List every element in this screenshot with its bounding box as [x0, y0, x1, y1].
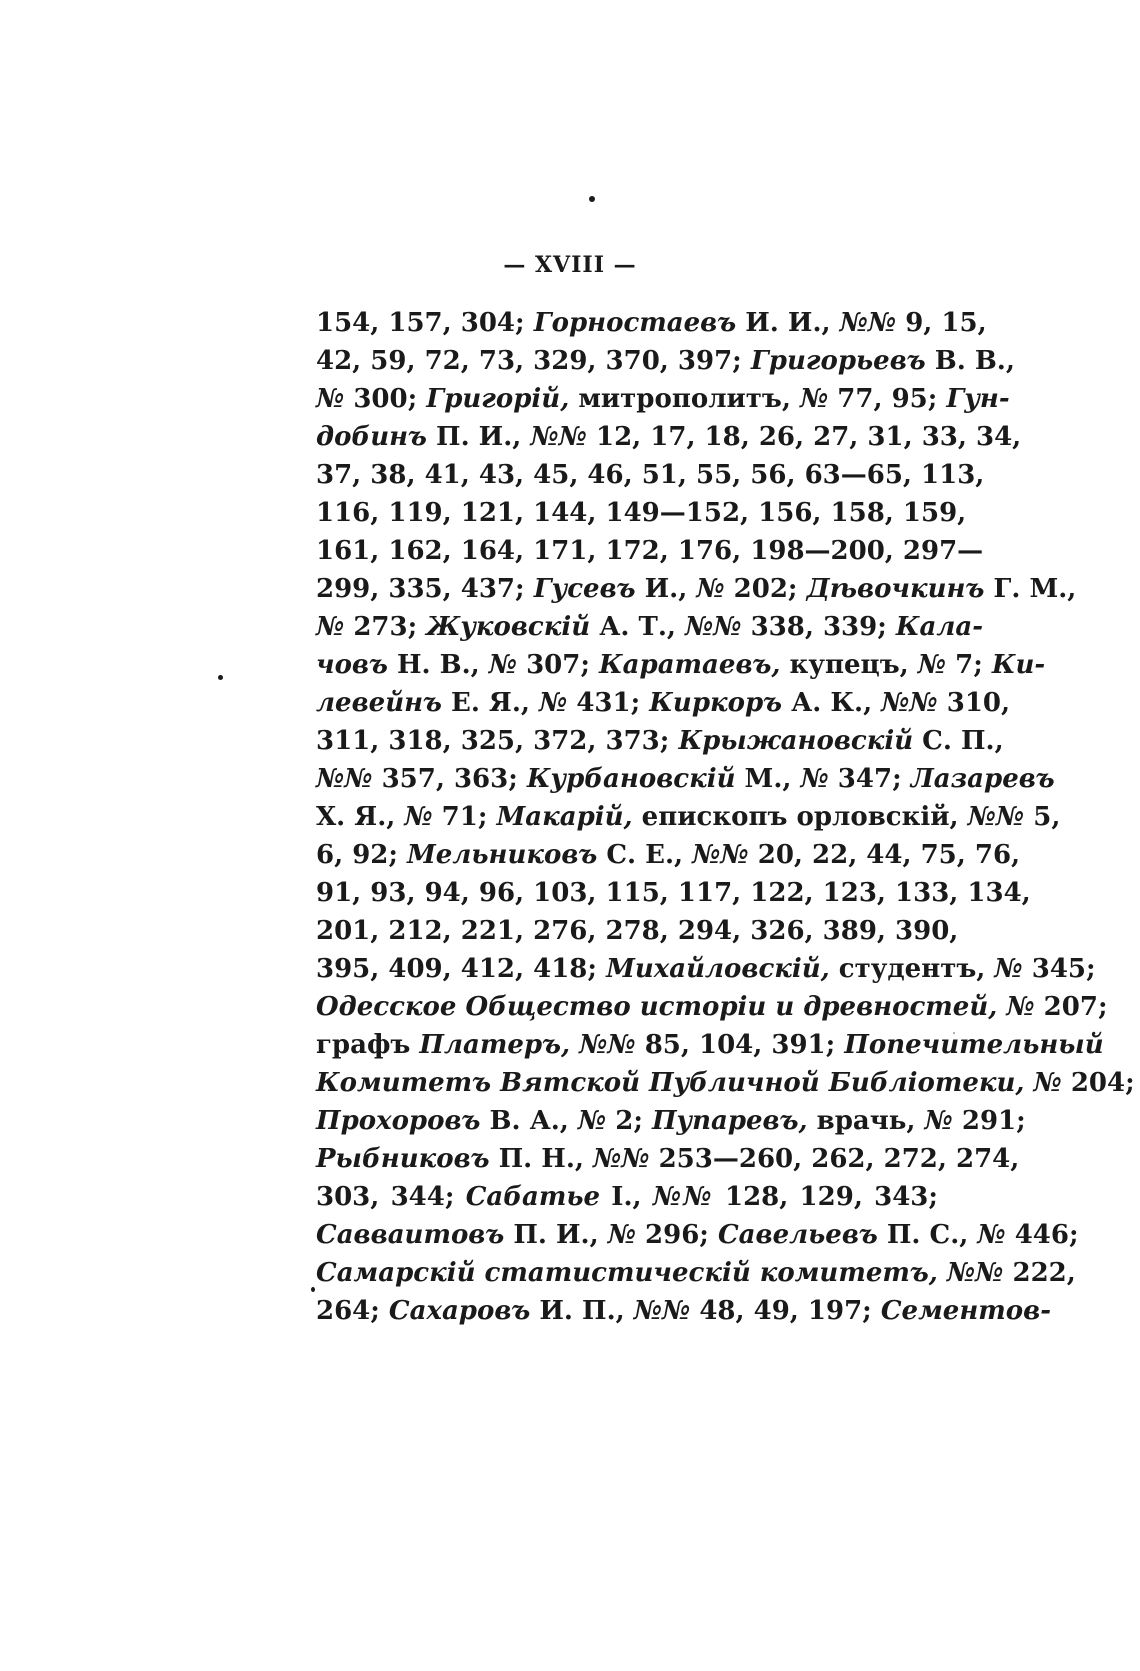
text-segment: епископъ орловскій,: [632, 802, 968, 832]
italic-segment: Комитетъ Вятской Публичной Библіотеки,: [316, 1068, 1025, 1098]
text-line: [316, 988, 1108, 1026]
italic-segment: Горностаевъ: [533, 308, 737, 338]
text-segment: 338, 339;: [741, 612, 896, 642]
italic-segment: Григорій,: [426, 384, 570, 414]
text-line: [316, 1216, 1079, 1254]
text-segment: 154, 157, 304;: [316, 308, 534, 338]
italic-segment: №: [316, 612, 345, 642]
italic-segment: Курбановскій: [526, 764, 736, 794]
italic-segment: добинъ: [316, 422, 427, 452]
text-segment: 9, 15,: [896, 308, 987, 338]
text-segment: студентъ,: [829, 954, 995, 984]
italic-segment: Прохоровъ: [316, 1106, 481, 1136]
text-segment: 42, 59, 72, 73, 329, 370, 397;: [316, 346, 751, 376]
text-segment: И.,: [635, 574, 697, 604]
italic-segment: №: [316, 384, 345, 414]
text-segment: 7;: [946, 650, 992, 680]
text-segment: 91, 93, 94, 96, 103, 115, 117, 122, 123, 133, 134,: [316, 878, 1031, 908]
text-segment: I.,: [600, 1182, 653, 1212]
text-segment: купецъ,: [780, 650, 918, 680]
text-segment: митрополитъ,: [569, 384, 800, 414]
text-line: [316, 1140, 1020, 1178]
text-segment: П. И.,: [504, 1220, 608, 1250]
text-line: [316, 722, 1004, 760]
text-segment: 5,: [1024, 802, 1061, 832]
text-line: [316, 646, 1046, 684]
italic-segment: Крыжановскій: [678, 726, 914, 756]
italic-segment: №№: [839, 308, 897, 338]
text-segment: 253—260, 262, 272, 274,: [649, 1144, 1020, 1174]
italic-segment: Гун-: [946, 384, 1010, 414]
page-number: — XVIII —: [503, 252, 637, 278]
index-text-block: [316, 304, 1135, 1330]
text-segment: 116, 119, 121, 144, 149—152, 156, 158, 159,: [316, 498, 967, 528]
text-segment: 85, 104, 391;: [635, 1030, 845, 1060]
text-segment: 273;: [344, 612, 427, 642]
italic-segment: №: [404, 802, 433, 832]
text-line: [316, 1254, 1076, 1292]
italic-segment: Пупаревъ,: [651, 1106, 808, 1136]
italic-segment: №: [488, 650, 518, 680]
italic-segment: №: [1006, 992, 1035, 1022]
italic-segment: №: [1033, 1068, 1062, 1098]
text-segment: 201, 212, 221, 276, 278, 294, 326, 389, 390,: [316, 916, 959, 946]
text-segment: 71;: [432, 802, 497, 832]
italic-segment: №: [696, 574, 725, 604]
text-segment: графъ: [316, 1030, 420, 1060]
text-line: [316, 760, 1055, 798]
text-segment: 128, 129, 343;: [713, 1182, 938, 1212]
text-segment: врачь,: [807, 1106, 925, 1136]
ink-speck-top: [589, 196, 595, 202]
text-segment: 446;: [1005, 1220, 1079, 1250]
italic-segment: Рыбниковъ: [316, 1144, 490, 1174]
text-segment: 20, 22, 44, 75, 76,: [748, 840, 1021, 870]
text-line: [316, 1292, 1051, 1330]
italic-segment: Макарій,: [496, 802, 633, 832]
italic-segment: Киркоръ: [649, 688, 783, 718]
italic-segment: №№: [652, 1182, 714, 1212]
text-line: [316, 836, 1021, 874]
text-segment: В. В.,: [925, 346, 1015, 376]
italic-segment: №№: [684, 612, 742, 642]
italic-segment: №: [577, 1106, 607, 1136]
italic-segment: №№: [593, 1144, 650, 1174]
text-line: [316, 342, 1015, 380]
text-segment: 299, 335, 437;: [316, 574, 534, 604]
italic-segment: №№: [692, 840, 749, 870]
italic-segment: №: [924, 1106, 953, 1136]
italic-segment: Платеръ,: [419, 1030, 571, 1060]
text-segment: [1024, 1068, 1033, 1098]
italic-segment: Дѣвочкинъ: [806, 574, 985, 604]
italic-segment: Одесское Общество исторіи и древностей,: [316, 992, 998, 1022]
text-segment: 77, 95;: [828, 384, 947, 414]
text-segment: П. И.,: [426, 422, 531, 452]
text-segment: 291;: [952, 1106, 1026, 1136]
text-segment: П. С.,: [877, 1220, 978, 1250]
italic-segment: Ки-: [991, 650, 1046, 680]
text-segment: 307;: [517, 650, 600, 680]
italic-segment: №№: [530, 422, 587, 452]
italic-segment: №: [607, 1220, 636, 1250]
text-segment: И. П.,: [530, 1296, 634, 1326]
text-segment: 2;: [606, 1106, 652, 1136]
italic-segment: Каратаевъ,: [599, 650, 781, 680]
text-line: [316, 1178, 938, 1216]
text-line: [316, 418, 1022, 456]
italic-segment: Савельевъ: [717, 1220, 878, 1250]
text-segment: 357, 363;: [372, 764, 527, 794]
text-line: [316, 912, 959, 950]
text-segment: 48, 49, 197;: [690, 1296, 881, 1326]
text-segment: В. А.,: [480, 1106, 578, 1136]
italic-segment: левейнъ: [316, 688, 442, 718]
text-segment: 303, 344;: [316, 1182, 466, 1212]
italic-segment: №№: [946, 1258, 1004, 1288]
italic-segment: №: [799, 384, 829, 414]
ink-speck-bottom: [311, 1287, 315, 1292]
text-segment: Х. Я.,: [316, 802, 405, 832]
text-segment: Е. Я.,: [441, 688, 540, 718]
text-line: [316, 798, 1061, 836]
text-line: [316, 1064, 1135, 1102]
text-segment: 204;: [1061, 1068, 1135, 1098]
text-line: [316, 570, 1077, 608]
italic-segment: Михайловскій,: [606, 954, 830, 984]
text-line: [316, 304, 987, 342]
text-segment: П. Н.,: [489, 1144, 593, 1174]
italic-segment: №№: [633, 1296, 691, 1326]
italic-segment: човъ: [316, 650, 388, 680]
text-segment: 345;: [1022, 954, 1096, 984]
text-segment: 264;: [316, 1296, 389, 1326]
text-segment: 431;: [567, 688, 650, 718]
text-segment: 207;: [1034, 992, 1108, 1022]
text-segment: 300;: [344, 384, 427, 414]
italic-segment: №№: [579, 1030, 636, 1060]
text-segment: 311, 318, 325, 372, 373;: [316, 726, 679, 756]
text-segment: С. Е.,: [597, 840, 693, 870]
italic-segment: Григорьевъ: [750, 346, 926, 376]
italic-segment: Лазаревъ: [910, 764, 1055, 794]
italic-segment: Гусевъ: [533, 574, 636, 604]
text-line: [316, 380, 1010, 418]
text-line: [316, 1026, 1104, 1064]
text-segment: 6, 92;: [316, 840, 408, 870]
italic-segment: №: [994, 954, 1023, 984]
text-segment: 296;: [635, 1220, 718, 1250]
text-line: [316, 1102, 1026, 1140]
text-segment: А. К.,: [782, 688, 882, 718]
italic-segment: Попечительный: [844, 1030, 1104, 1060]
italic-segment: №: [800, 764, 829, 794]
text-segment: 310,: [937, 688, 1011, 718]
text-line: [316, 684, 1011, 722]
italic-segment: Самарскій статистическій комитетъ,: [316, 1258, 938, 1288]
italic-segment: №: [917, 650, 947, 680]
text-line: [316, 608, 984, 646]
text-line: [316, 950, 1096, 988]
text-line: [316, 532, 984, 570]
text-segment: 12, 17, 18, 26, 27, 31, 33, 34,: [586, 422, 1022, 452]
text-segment: [997, 992, 1006, 1022]
italic-segment: Савваитовъ: [316, 1220, 505, 1250]
text-segment: Г. М.,: [984, 574, 1077, 604]
italic-segment: Сахаровъ: [388, 1296, 531, 1326]
text-segment: 347;: [828, 764, 911, 794]
text-segment: 161, 162, 164, 171, 172, 176, 198—200, 297—: [316, 536, 984, 566]
ink-speck-left: [218, 675, 223, 680]
text-line: [316, 874, 1031, 912]
text-segment: [570, 1030, 579, 1060]
text-segment: 202;: [724, 574, 807, 604]
text-segment: Н. В.,: [387, 650, 489, 680]
text-segment: С. П.,: [913, 726, 1004, 756]
italic-segment: Жуковскій: [426, 612, 591, 642]
text-segment: [938, 1258, 947, 1288]
italic-segment: №: [977, 1220, 1006, 1250]
italic-segment: Кала-: [895, 612, 984, 642]
text-segment: М.,: [735, 764, 801, 794]
text-segment: 37, 38, 41, 43, 45, 46, 51, 55, 56, 63—65, 113,: [316, 460, 985, 490]
text-segment: И. И.,: [736, 308, 840, 338]
italic-segment: Мельниковъ: [407, 840, 598, 870]
text-segment: 395, 409, 412, 418;: [316, 954, 607, 984]
text-segment: 222,: [1003, 1258, 1076, 1288]
italic-segment: №№: [967, 802, 1025, 832]
italic-segment: Сементов-: [880, 1296, 1051, 1326]
italic-segment: №№: [881, 688, 938, 718]
italic-segment: Сабатье: [465, 1182, 601, 1212]
text-line: [316, 456, 985, 494]
text-line: [316, 494, 967, 532]
italic-segment: №: [539, 688, 568, 718]
text-segment: А. Т.,: [590, 612, 685, 642]
italic-segment: №№: [316, 764, 373, 794]
